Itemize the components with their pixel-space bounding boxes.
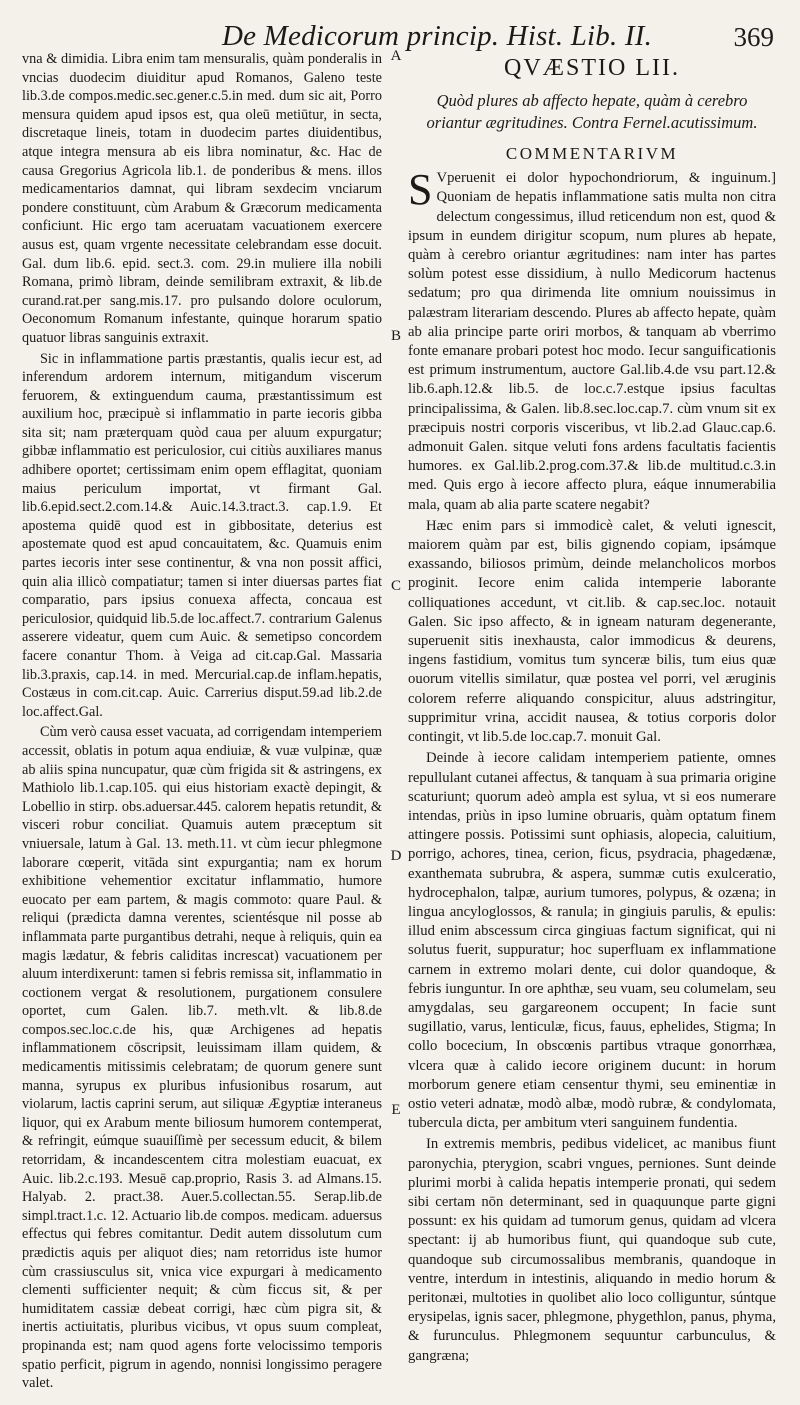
paragraph: Cùm verò causa esset vacuata, ad corrigendam intemperiem accessit, oblatis in potum aqua endiuiæ, & vuæ vulpinæ, quæ ab aliis spina nuncupatur, quæ cùm frigida sit & astringens, ex Mathiolo lib.1.cap.105. qui eius historiam exactè depingit, & Lobellio in stirp. obs.aduersar.445. calorem hepatis retundit, & visceri robur conciliat. Quamuis autem præceptum sit vniuersale, latum à Gal. 13. meth.11. vt cùm iecur phlegmone laborare cœperit, vitāda sint expurgantia; nam ex horum exhibitione vehementior excitatur inflammatio, humore euocato per eam partem, & magis commoto: quare Paul. & reliqui (prædicta damna verentes, scientésque nil posse ab inflammata parte purgantibus detrahi, neque à reliquis, quin ea magis lædatur, & febris caliditas increscat) vacuationem per aluum interdixerunt: tamen si febris remissa sit, inflammatio in coctionem vergat & resolutionem, purgationem consulere oportet, cum Galen. lib.7. meth.vlt. & lib.8.de compos.sec.loc.c.de his, quæ Archigenes ad hepatis inflammationem cōscripsit, leuissimam illam quidem, & medicamentis mitissimis celebratam; de quorum genere sunt manna, syrupus ex pluribus infusionibus rosarum, aut violarum, lactis caprini serum, aut siliquæ Ægyptiæ interaneus liquor, qui ex Arabum mente biliosum humorem contemperat, & refringit, eúmque suauiſſimè per secessum educit, & bilem retorridam, & incandescentem citra molestiam euacuat, ex Auic. lib.2.c.193. Mesuē cap.proprio, Rasis 3. ad Almans.15. Halyab. 2. pract.38. Auer.5.collectan.55. Serap.lib.de simpl.tract.1.c. 12. Actuario lib.de compos. medicam. aduersus effectus qui febres comitantur. Dedit autem dissolutum cum prædictis aquis per aliquot dies; nam retorridus iste humor cùm crassiusculus sit, vnica vice expurgari à medicamento clementi sufficienter nequit; & cùm ficcus sit, & per humiditatem cassiæ debeat corrigi, hæc cùm pigra sit, & inertis actiuitatis, pluribus vicibus, vt opus suum compleat, propinanda est; nam quod agens forte velocissimo temporis spatio perficit, pigrum in agendo, nonnisi longissimo peragere valet.	[22, 724, 382, 1392]
paragraph: vna & dimidia. Libra enim tam mensuralis, quàm ponderalis in vncias duodecim diuiditur apud Romanos, Galeno teste lib.3.de compos.medic.sec.gener.c.5.in med. dum sic ait, Porro mensura quidem apud ipsos est, qua oleū metiūtur, in secta, discretaque lineis, totam in duodecim partes diuidentibus, atque integra mensura ab eis libra nominatur, &c. Hac de causa Gregorius Agricola lib.1. de ponderibus & mens. illos medicamentarios damnat, qui libram sexdecim vnciarum pondere constituunt, cùm Arabum & Græcorum medicamenta conficiunt. Hic ergo tam aceruatam vacuationem exercere ausus est, quam vrgente necessitate celebrandam esse docuit. Gal. dum lib.6. epid. sect.3. com. 29.in muliere illa nobili Romana, primò libram, deinde semilibram extraxit, & lib.de curand.rat.per sang.mis.17. pro pulsando dolore oculorum, Oeconomum Romanum infestante, quinque horarum spatio quatuor libras sanguinis extraxit.	[22, 51, 382, 346]
question-title: QVÆSTIO LII.	[504, 55, 680, 81]
drop-cap: S	[408, 165, 433, 215]
opening-paragraph	[408, 165, 776, 515]
margin-letter-c: C	[390, 578, 401, 594]
left-column	[22, 50, 382, 1393]
right-column	[408, 50, 776, 1366]
paragraph: Deinde à iecore calidam intemperiem patiente, omnes repullulant cutanei affectus, & tanquam à sua primaria origine scaturiunt; quorum adeò ampla est sylua, vt si eos numerare intendas, priùs in ipso lumine obruaris, quàm optatum finem attingere possis. Potissimi sunt ophiasis, alopecia, caluitium, porrigo, achores, tinea, cerion, ficus, psydracia, phagedænæ, exanthemata subrubra, & aspera, summæ cutis exulceratio, hydrocephalon, talpæ, aurium tumores, polypus, & ozæna; in lingua ancyloglossos, & ranula; in gingiuis parulis, & epulis: illud enim abscessum circa gingiuas factum significat, qui ni solutus fuerit, suppuratur; hoc superfluam ex inflammatione carnem in extremo molari dente, cui dolor quandoque, & febris iunguntur. In ore aphthæ, seu vuam, seu columelam, seu amygdalas, seu gargareonem occupent; In facie sunt sugillatio, varus, lenticulæ, ficus, fauus, ephelides, Stigma; In collo bocecium, In obscœnis partibus vtraque gonorrhæa, vlcera quæ à calido iecore originem ducunt: in horum morborum genere etiam censentur thymi, seu eminentiæ in ostio veteri adnatæ, modò albæ, modò rubræ, & condylomata, tubercula dicta, per ambitum vteri sanguinem fundentia.	[408, 750, 776, 1132]
question-subtitle: Quòd plures ab affecto hepate, quàm à cerebro oriantur ægritudines. Contra Fernel.acutissimum.	[426, 91, 758, 132]
margin-letter-e: E	[391, 1102, 401, 1118]
paragraph: Sic in inflammatione partis præstantis, qualis iecur est, ad inferendum ardorem internum, mitigandum viscerum feruorem, & extinguendum cauma, præstantissimum est auxilium hoc, præcipuè si inflammatio in parte iecoris gibba sita sit; nam præterquam quòd caua per aluum expurgatur; gibbæ inflammatio est periculosior, cui citiùs auxiliares manus adhibere oportet; certissimam enim opem efflagitat, quoniam maius periculum importat, vt firmant Gal. lib.6.epid.sect.2.com.14.& Auic.14.3.tract.3. cap.1.9. Et apostema quidē quod est in gibbositate, deterius est apostemate quod est apud concauitatem, &c. Quamuis enim partes iecoris inter sese continentur, & vna non possit affici, quin alia illicò compatiatur; tamen si inter diuersas partes fiat comparatio, pars ipsius conuexa affecta, concaua est periculosior, quidquid lib.5.de loc.affect.7. contrarium Galenus asserere videatur, quem cum Auic. & semetipso concordem facere conantur Thom. à Veiga ad cit.cap.Gal. Massaria lib.3.praxis, cap.14. in med. Mercurial.cap.de inflam.hepatis, Costæus in com.cit.cap. Auic. Carrerius disput.59.ad lib.2.de loc.affect.Gal.	[22, 350, 382, 720]
margin-letter-d: D	[390, 848, 402, 864]
paragraph: In extremis membris, pedibus videlicet, ac manibus fiunt paronychia, pterygion, scabri vngues, perniones. Sunt deinde plurimi morbi à calida hepatis intemperie pronati, qui sedem sibi certam nōn determinant, sed in quaquunque parte gigni possunt: ex his quidam ad tumorum genus, quidam ad vlcera spectant: ij ab humoribus fiunt, qui quandoque sub cute, quandoque sub circumossalibus membranis, quandoque in ventre, interdum in intestinis, aliquando in medio horum & peritonæi, multoties in quolibet alio loco colliguntur, súntque erysipelas, ignis sacer, phlegmone, phygethlon, panus, phyma, & furunculus. Phlegmonem sequuntur carbunculus, & gangræna;	[408, 1136, 776, 1364]
page-number: 369	[733, 22, 774, 52]
opening-paragraph-text: Vperuenit ei dolor hypochondriorum, & inguinum.] Quoniam de hepatis inflammatione satis multa non citra delectum congessimus, illud reticendum non est, quod & ipsum in eundem dirigitur scopum, num plures ab hepate, quàm à cerebro oriantur ægritudines: nam inter has partes solùm potest esse dissidium, à nullo Medicorum hactenus sedatum; pro qua dirimenda lite omnium nouissimus in palæstram literariam descendo. Plures ab affecto hepate, quàm ab alia principe parte oriri morbos, & tanquam ab vberrimo fonte emanare probari potest hoc modo. Iecur sanguificationis est primum instrumentum, auctore Gal.lib.4.de vsu part.12.& lib.6.aph.12.& lib.5. de loc.c.7.estque ipsius facultas principalissima, & Galen. lib.8.sec.loc.cap.7. cùm vnum sit ex præcipuis nostri corporis visceribus, vt lib.2.ad Glauc.cap.6. admonuit Galen. sitque veluti fons ardens facultatis facientis humores. ex Gal.lib.2.prog.com.37.& lib.de multitud.c.3.in med. Quis ergo à iecore affecto plura, eáque innumerabilia mala, quam ab alia parte scatere negabit?	[408, 170, 776, 513]
running-head: De Medicorum princip. Hist. Lib. II.	[222, 20, 653, 52]
margin-letter-b: B	[390, 328, 401, 344]
paragraph: Hæc enim pars si immodicè calet, & veluti ignescit, maiorem quàm par est, bilis gignendo copiam, ipsámque exassando, biliosos primùm, deinde melancholicos morbos proginit. Iecore enim calida intemperie laborante colliquationes accedunt, vt cit.lib. & cap.sec.loc. notauit Galen. Sic ipso affecto, & in igneam naturam degenerante, superuenit sitis inexhausta, calor immodicus & deurens, ingens fastidium, vomitus tum synceræ bilis, tum eius quæ ouorum vitellis similatur, quæ postea vel porri, vel æruginis colorem referre aliquando conspicitur, aluus adstringitur, supprimitur vrina, accidit nausea, & totius corporis dolor contingit, vt lib.5.de loc.cap.7. monuit Gal.	[408, 517, 776, 746]
margin-letter-a: A	[390, 48, 402, 64]
section-heading: COMMENTARIVM	[505, 144, 679, 163]
